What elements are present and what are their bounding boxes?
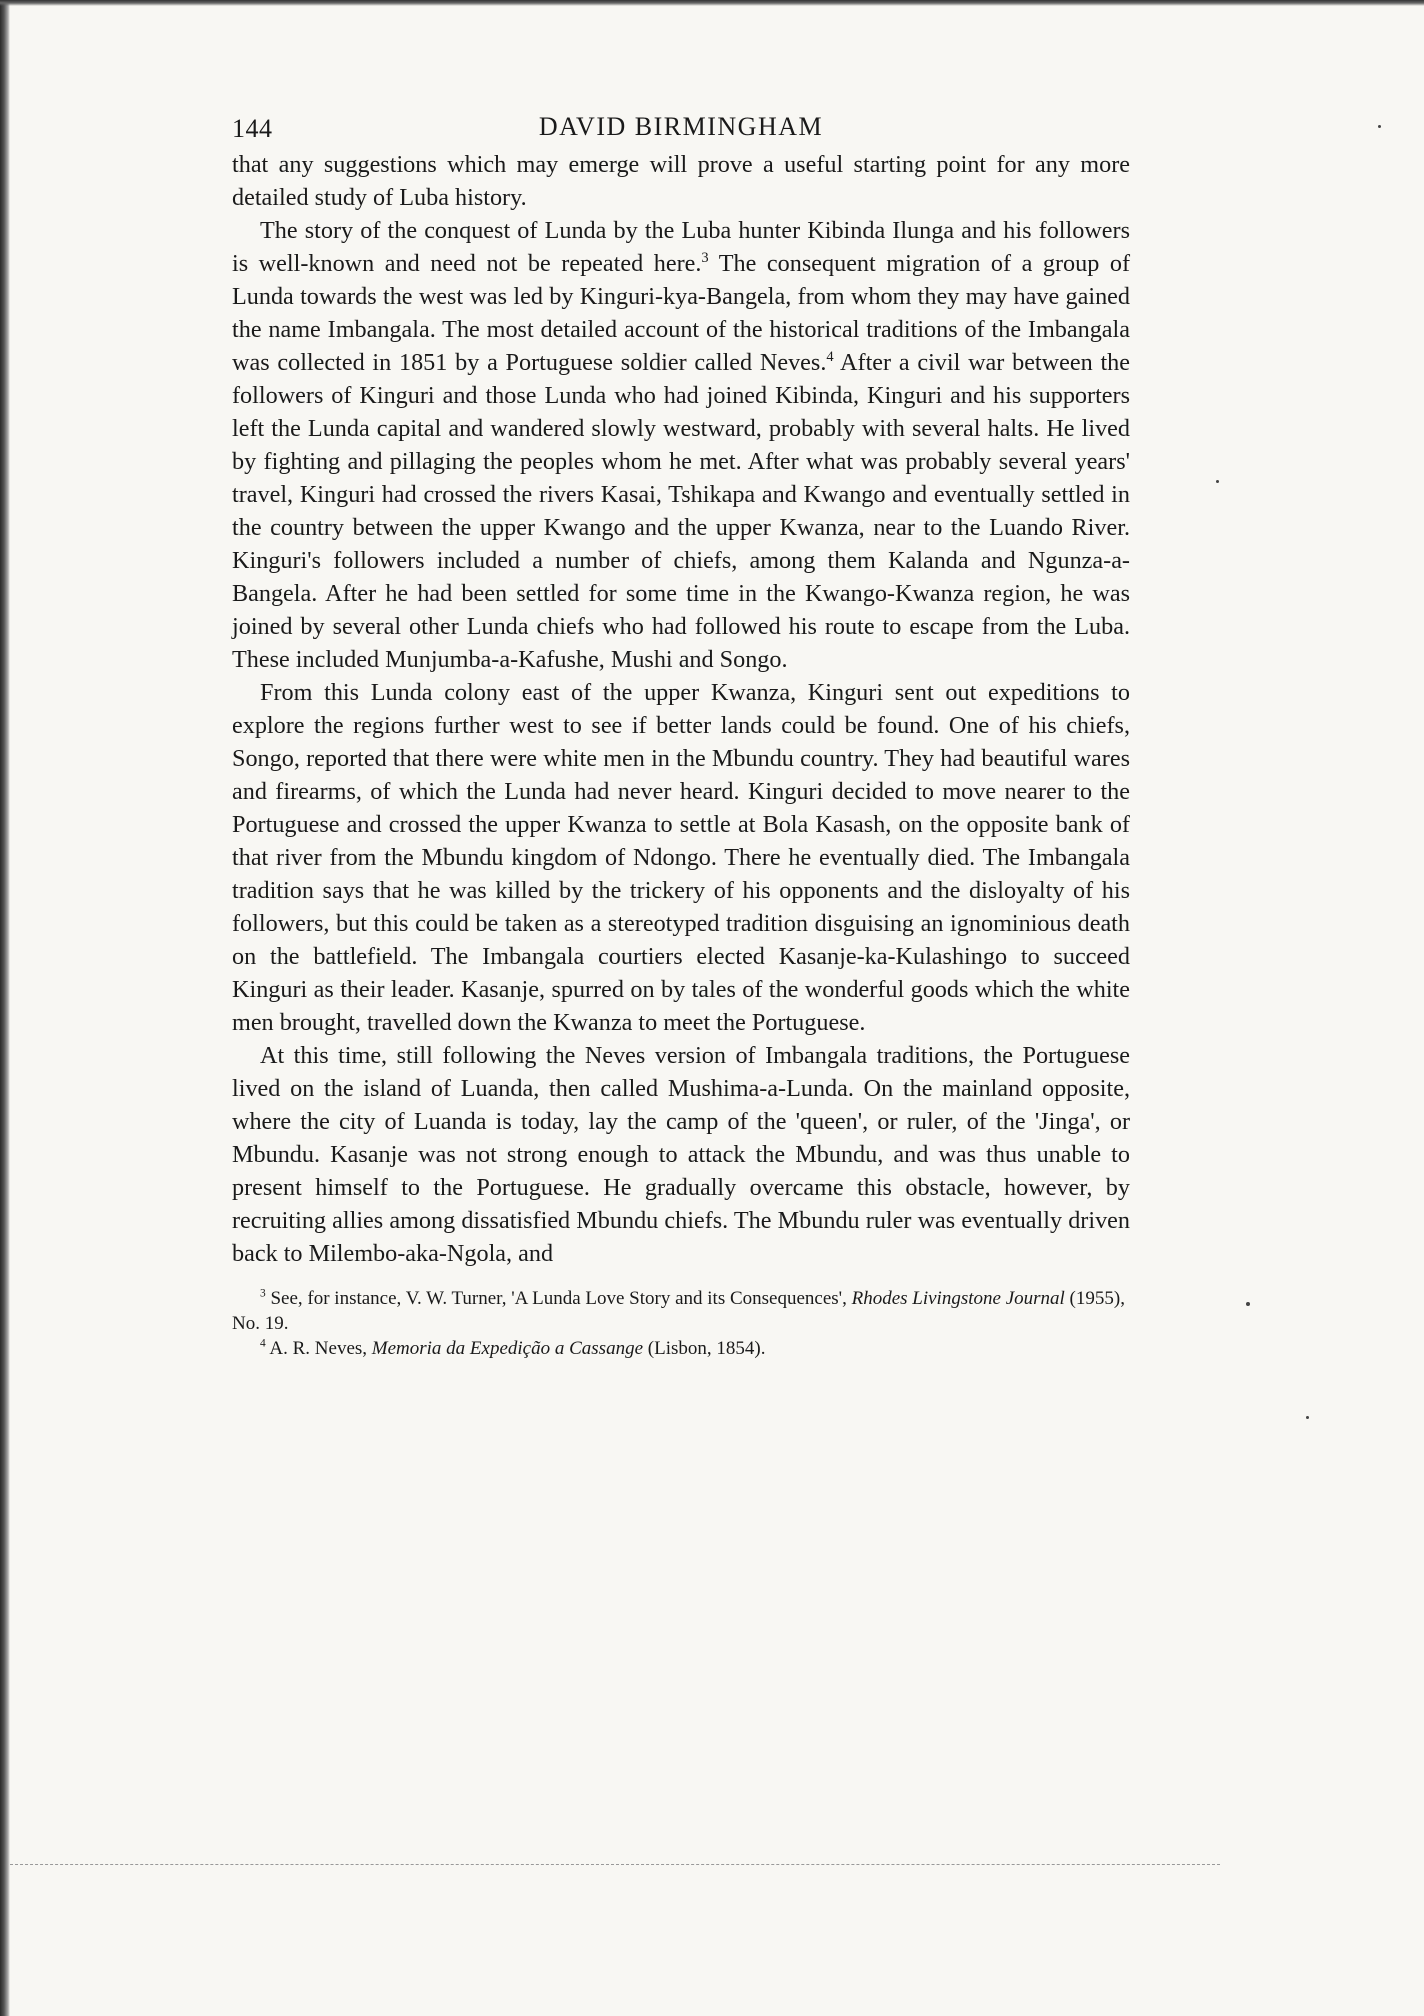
footnote-3 [232, 1286, 1130, 1336]
footnote-text: (Lisbon, 1854). [643, 1338, 766, 1359]
footnote-marker: 4 [260, 1337, 266, 1350]
scan-speck [1216, 480, 1219, 483]
footnote-4 [232, 1336, 1130, 1361]
page-number: 144 [232, 114, 273, 143]
footnote-ref-4: 4 [826, 348, 834, 365]
footnote-book-title: Memoria da Expedição a Cassange [371, 1338, 644, 1359]
page [232, 108, 1130, 1361]
paragraph-1: that any suggestions which may emerge will prove a useful starting point for any more detailed study of Luba history. [232, 151, 1130, 211]
scan-speck [1306, 1416, 1309, 1419]
footnote-journal-title: Rhodes Livingstone Journal [851, 1288, 1065, 1309]
paragraph-4: At this time, still following the Neves version of Imbangala traditions, the Portuguese lived on the island of Luanda, then called Mushima-a-Lunda. On the mainland opposite, where the city of Luanda is today, lay the camp of the 'queen', or ruler, of the 'Jinga', or Mbundu. Kasanje was not strong enough to attack the Mbundu, and was thus unable to present himself to the Portuguese. He gradually overcame this obstacle, however, by recruiting allies among dissatisfied Mbundu chiefs. The Mbundu ruler was eventually driven back to Milembo-aka-Ngola, and [232, 1042, 1130, 1267]
footnote-marker: 3 [260, 1287, 266, 1300]
scan-speck [1246, 1302, 1250, 1306]
paragraph-2 [232, 214, 1130, 676]
footnote-ref-3: 3 [701, 249, 709, 266]
footnote-text: A. R. Neves, [265, 1338, 372, 1359]
running-head [232, 108, 1130, 148]
paragraph-3: From this Lunda colony east of the upper Kwanza, Kinguri sent out expeditions to explore the regions further west to see if better lands could be found. One of his chiefs, Songo, reported that there were white men in the Mbundu country. They had beautiful wares and firearms, of which the Lunda had never heard. Kinguri decided to move nearer to the Portuguese and crossed the upper Kwanza to settle at Bola Kasash, on the opposite bank of that river from the Mbundu kingdom of Ndongo. There he eventually died. The Imbangala tradition says that he was killed by the trickery of his opponents and the disloyalty of his followers, but this could be taken as a stereotyped tradition disguising an ignominious death on the battlefield. The Imbangala courtiers elected Kasanje-ka-Kulashingo to succeed Kinguri as their leader. Kasanje, spurred on by tales of the wonderful goods which the white men brought, travelled down the Kwanza to meet the Portuguese. [232, 679, 1130, 1036]
body-text [232, 148, 1130, 1270]
scan-edge-top [0, 0, 1424, 6]
paragraph-2-text-a: The story of the conquest of Lunda by the Luba hunter Kibinda Ilunga and his followers is well-known and need not be repeated here. [232, 217, 1130, 277]
running-title: DAVID BIRMINGHAM [538, 112, 824, 141]
scan-edge-left [0, 0, 10, 2016]
paragraph-2-text-b: The consequent migration of a group of Lunda towards the west was led by Kinguri-kya-Bangela, from whom they may have gained the name Imbangala. The most detailed account of the historical traditions of the Imbangala was collected in 1851 by a Portuguese soldier called Neves. [232, 250, 1130, 376]
scan-speck [1378, 125, 1381, 128]
footnotes [232, 1286, 1130, 1361]
scan-bottom-rule [10, 1864, 1220, 1865]
paragraph-2-text-c: After a civil war between the followers of Kinguri and those Lunda who had joined Kibinda, Kinguri and his supporters left the Lunda capital and wandered slowly westward, probably with several halts. He lived by fighting and pillaging the peoples whom he met. After what was probably several years' travel, Kinguri had crossed the rivers Kasai, Tshikapa and Kwango and eventually settled in the country between the upper Kwango and the upper Kwanza, near to the Luando River. Kinguri's followers included a number of chiefs, among them Kalanda and Ngunza-a-Bangela. After he had been settled for some time in the Kwango-Kwanza region, he was joined by several other Lunda chiefs who had followed his route to escape from the Luba. These included Munjumba-a-Kafushe, Mushi and Songo. [232, 349, 1130, 673]
footnote-text: (1955), No. 19. [232, 1288, 1125, 1334]
footnote-text: See, for instance, V. W. Turner, 'A Lunda Love Story and its Consequences', [265, 1288, 852, 1309]
